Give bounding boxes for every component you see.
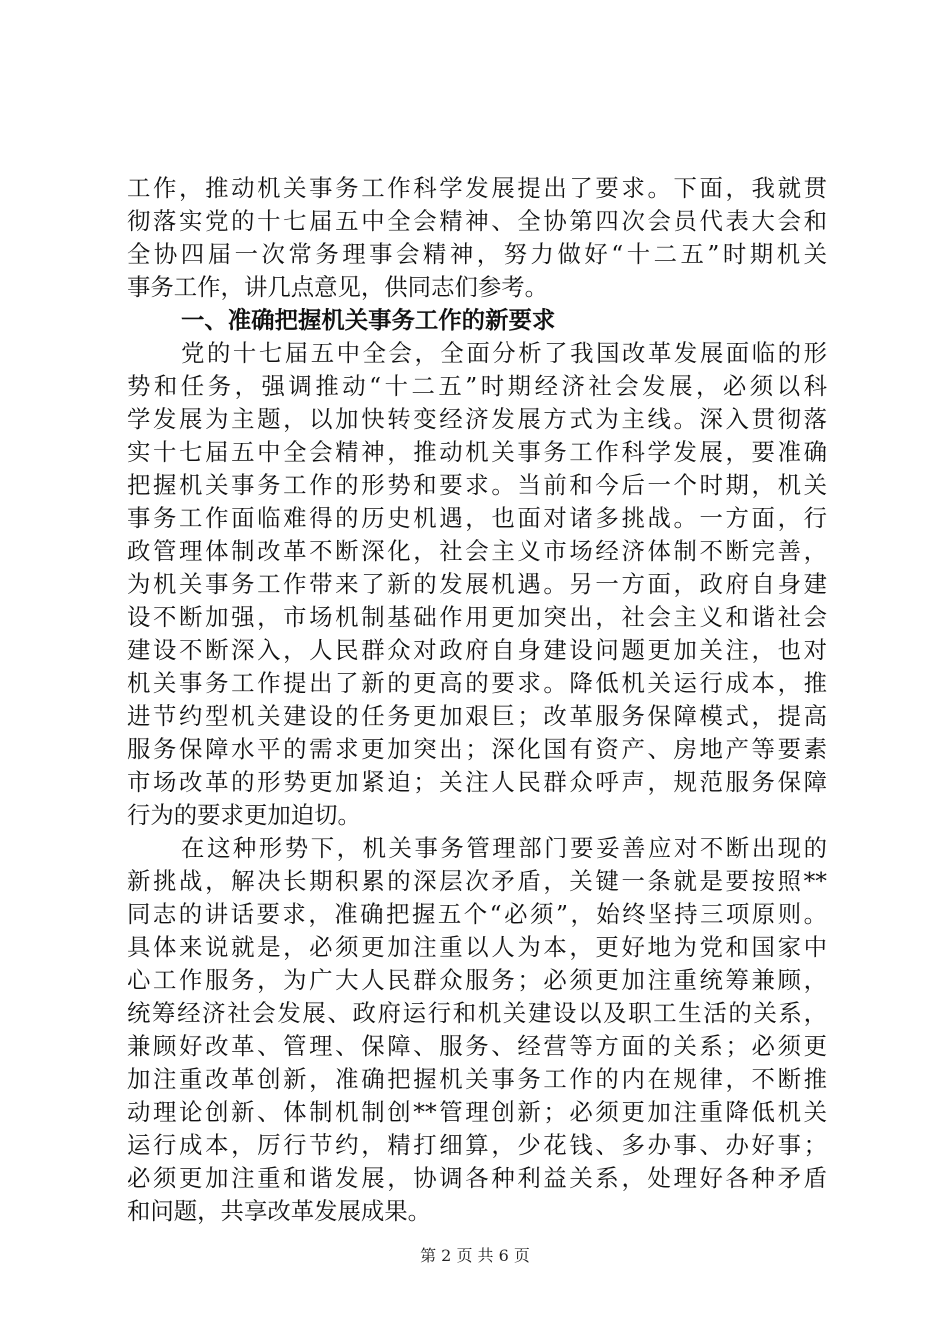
- text-line: 工作，推动机关事务工作科学发展提出了要求。下面，我就贯: [127, 174, 827, 202]
- text-line: 具体来说就是，必须更加注重以人为本，更好地为党和国家中: [127, 933, 827, 961]
- paragraph-principles: [127, 832, 827, 1228]
- text-line: 进节约型机关建设的任务更加艰巨；改革服务保障模式，提高: [127, 702, 827, 730]
- text-line: 加注重改革创新，准确把握机关事务工作的内在规律，不断推: [127, 1065, 827, 1093]
- text-line: 必须更加注重和谐发展，协调各种利益关系，处理好各种矛盾: [127, 1164, 827, 1192]
- text-line: 行为的要求更加迫切。: [127, 801, 361, 829]
- text-line: 政管理体制改革不断深化，社会主义市场经济体制不断完善，: [127, 537, 827, 565]
- text-line: 建设不断深入，人民群众对政府自身建设问题更加关注，也对: [127, 636, 827, 664]
- text-line: 同志的讲话要求，准确把握五个“必须”，始终坚持三项原则。: [127, 900, 827, 928]
- text-line: 把握机关事务工作的形势和要求。当前和今后一个时期，机关: [127, 471, 827, 499]
- text-line: 动理论创新、体制机制创**管理创新；必须更加注重降低机关: [127, 1098, 827, 1126]
- section-heading: 一、准确把握机关事务工作的新要求: [181, 306, 556, 334]
- text-line: 学发展为主题，以加快转变经济发展方式为主线。深入贯彻落: [127, 405, 827, 433]
- document-body: [127, 172, 827, 1228]
- text-line: 在这种形势下，机关事务管理部门要妥善应对不断出现的: [181, 834, 827, 862]
- text-line: 为机关事务工作带来了新的发展机遇。另一方面，政府自身建: [127, 570, 827, 598]
- page-number-footer: 第 2 页 共 6 页: [420, 1246, 530, 1265]
- text-line: 全协四届一次常务理事会精神，努力做好“十二五”时期机关: [127, 240, 827, 268]
- text-line: 事务工作面临难得的历史机遇，也面对诸多挑战。一方面，行: [127, 504, 827, 532]
- text-line: 彻落实党的十七届五中全会精神、全协第四次会员代表大会和: [127, 207, 827, 235]
- paragraph-requirements: [127, 337, 827, 832]
- text-line: 设不断加强，市场机制基础作用更加突出，社会主义和谐社会: [127, 603, 827, 631]
- text-line: 运行成本，厉行节约，精打细算，少花钱、多办事、办好事；: [127, 1131, 827, 1159]
- paragraph-continuation: [127, 172, 827, 304]
- text-line: 市场改革的形势更加紧迫；关注人民群众呼声，规范服务保障: [127, 768, 827, 796]
- text-line: 和问题，共享改革发展成果。: [127, 1197, 432, 1225]
- text-line: 心工作服务，为广大人民群众服务；必须更加注重统筹兼顾，: [127, 966, 827, 994]
- text-line: 服务保障水平的需求更加突出；深化国有资产、房地产等要素: [127, 735, 827, 763]
- text-line: 兼顾好改革、管理、保障、服务、经营等方面的关系；必须更: [127, 1032, 827, 1060]
- text-line: 党的十七届五中全会，全面分析了我国改革发展面临的形: [181, 339, 827, 367]
- text-line: 机关事务工作提出了新的更高的要求。降低机关运行成本，推: [127, 669, 827, 697]
- text-line: 新挑战，解决长期积累的深层次矛盾，关键一条就是要按照**: [127, 867, 827, 895]
- text-line: 实十七届五中全会精神，推动机关事务工作科学发展，要准确: [127, 438, 827, 466]
- text-line: 势和任务，强调推动“十二五”时期经济社会发展，必须以科: [127, 372, 827, 400]
- text-line: 事务工作，讲几点意见，供同志们参考。: [127, 273, 549, 301]
- text-line: 统筹经济社会发展、政府运行和机关建设以及职工生活的关系，: [127, 999, 827, 1027]
